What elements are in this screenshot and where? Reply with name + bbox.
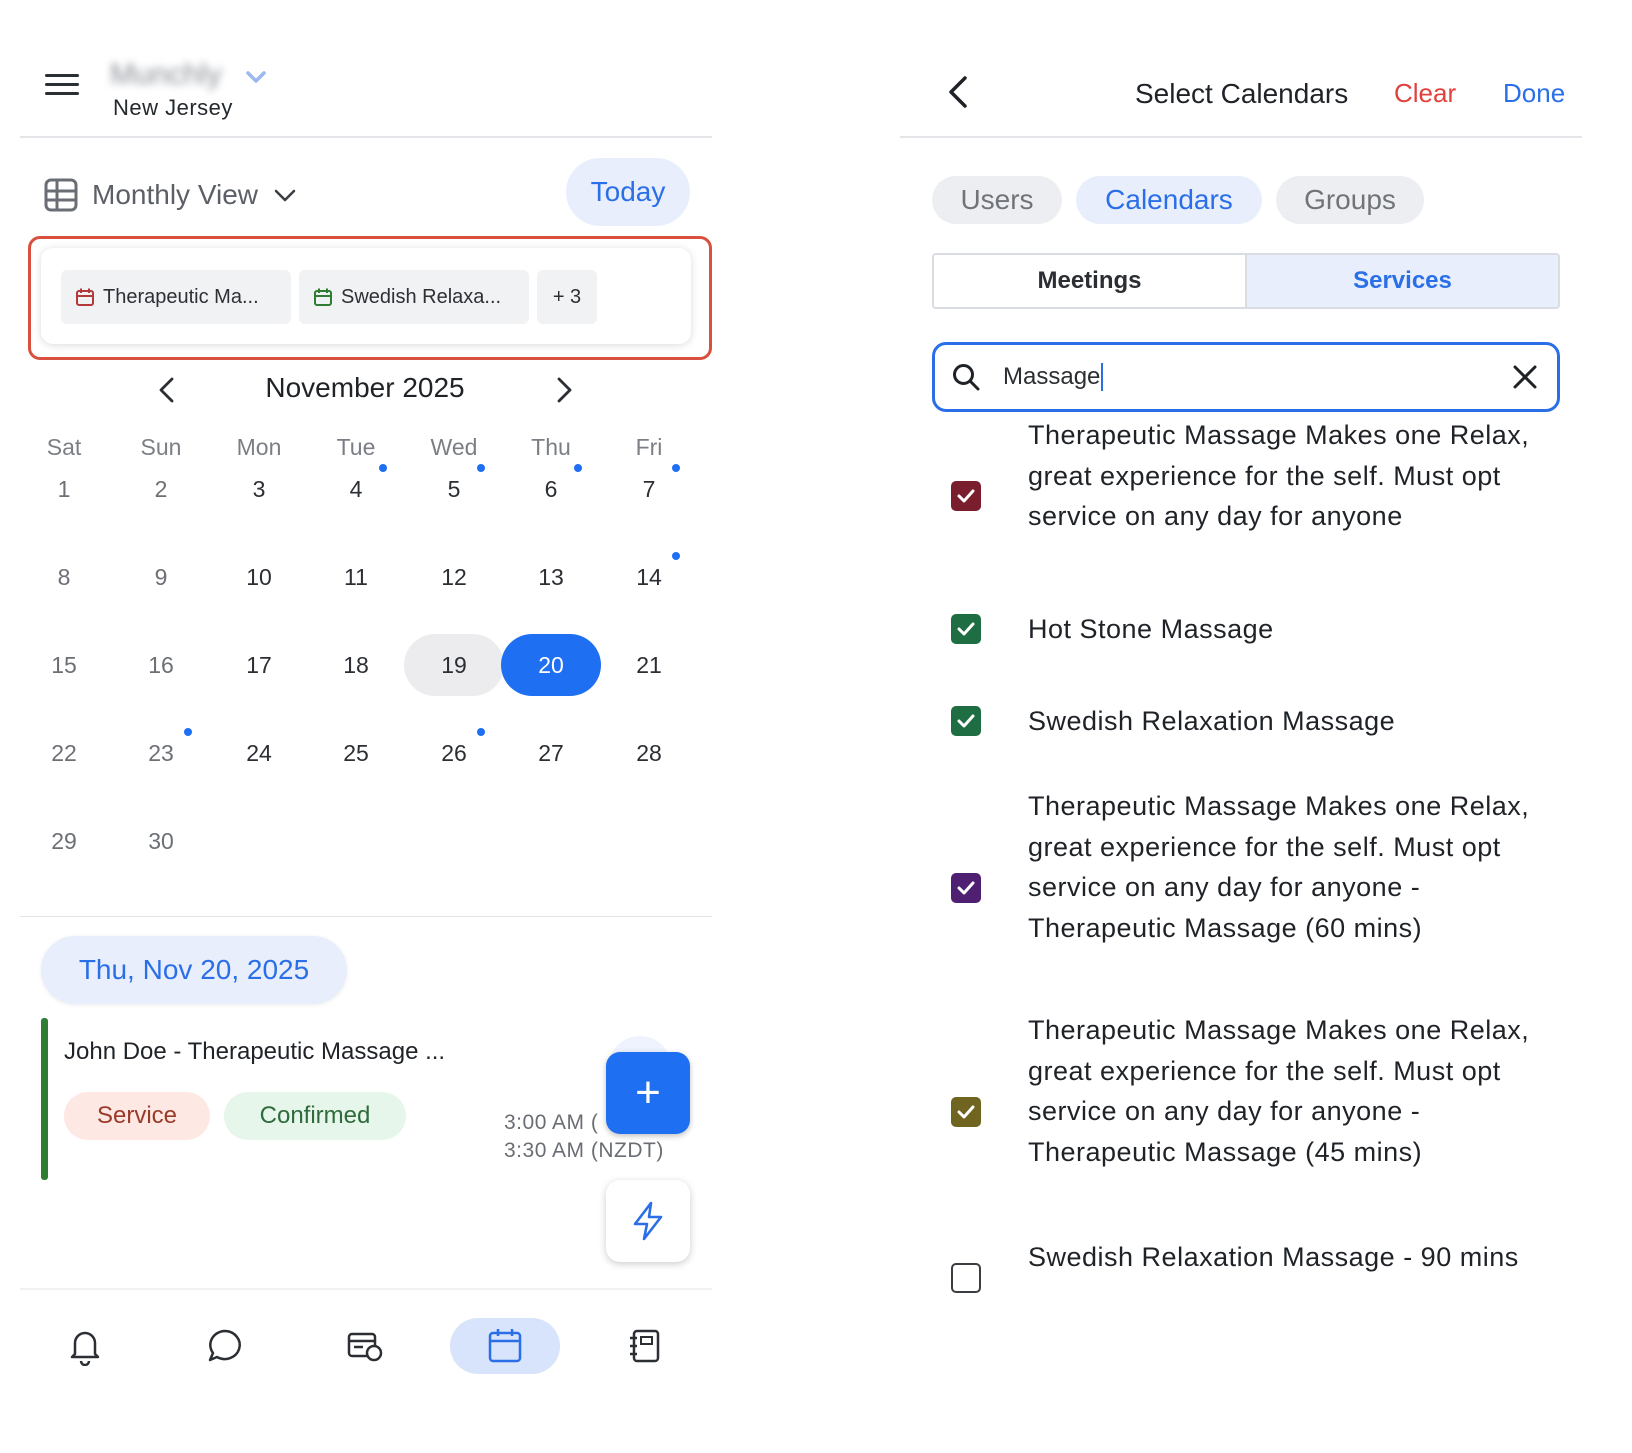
event-dot: [672, 464, 680, 472]
day-24[interactable]: 24: [246, 739, 272, 766]
chip-label: Swedish Relaxa...: [341, 285, 502, 308]
calendar-list-item-label: Therapeutic Massage Makes one Relax, great experience for the self. Must opt service on any day for anyone - Therapeutic Massage (45 mins): [1028, 1015, 1530, 1167]
event-dot: [672, 552, 680, 560]
day-6[interactable]: 6: [544, 475, 558, 502]
calendar-icon: [313, 287, 333, 307]
checkbox[interactable]: [951, 1097, 981, 1127]
calendar-list-item[interactable]: [900, 1010, 1600, 1213]
month-title: November 2025: [265, 372, 465, 403]
menu-icon[interactable]: [45, 74, 79, 98]
tab-meetings[interactable]: Meetings: [934, 255, 1247, 307]
calendar-list-item-label: Therapeutic Massage Makes one Relax, great experience for the self. Must opt service on any day for anyone - Therapeutic Massage (60 mins): [1028, 791, 1530, 943]
day-19[interactable]: 19: [404, 634, 504, 696]
quick-action-button[interactable]: [606, 1180, 690, 1262]
today-button[interactable]: Today: [566, 158, 690, 226]
calendar-list-item[interactable]: [900, 415, 1600, 577]
day-13[interactable]: 13: [538, 563, 564, 590]
segment-groups[interactable]: Groups: [1276, 176, 1424, 224]
view-selector[interactable]: [44, 175, 298, 215]
event-dot: [574, 464, 582, 472]
search-icon: [951, 362, 981, 392]
page-title: Select Calendars: [1135, 78, 1349, 109]
calendar-list-item[interactable]: [900, 609, 1600, 650]
calendar-list-item[interactable]: [900, 701, 1600, 742]
segment-calendars[interactable]: Calendars: [1076, 176, 1262, 224]
day-28[interactable]: 28: [636, 739, 662, 766]
day-1[interactable]: 1: [57, 475, 71, 502]
day-21[interactable]: 21: [636, 651, 662, 678]
day-25[interactable]: 25: [343, 739, 369, 766]
calendar-chip-therapeutic[interactable]: [61, 270, 291, 324]
day-29[interactable]: 29: [51, 827, 77, 854]
calendar-list-item-label: Swedish Relaxation Massage - 90 mins: [1028, 1242, 1519, 1272]
check-icon: [955, 485, 977, 507]
calendar-list-item-label: Hot Stone Massage: [1028, 614, 1274, 644]
day-12[interactable]: 12: [441, 563, 467, 590]
account-name[interactable]: Munchly: [110, 58, 222, 91]
calendar-chip-more[interactable]: + 3: [537, 270, 597, 324]
event-dot: [477, 728, 485, 736]
check-icon: [955, 877, 977, 899]
calendar-type-tabs: [932, 253, 1560, 309]
day-23[interactable]: 23: [148, 739, 174, 766]
day-26[interactable]: 26: [441, 739, 467, 766]
chevron-down-icon: [272, 182, 298, 208]
back-button[interactable]: [940, 72, 976, 112]
account-location: New Jersey: [113, 95, 233, 120]
day-18[interactable]: 18: [343, 651, 369, 678]
header-divider: [900, 136, 1582, 138]
day-7[interactable]: 7: [642, 475, 656, 502]
event-dot: [379, 464, 387, 472]
weekday-fri: Fri: [635, 434, 663, 460]
event-end-time: 3:30 AM (NZDT): [504, 1139, 664, 1162]
search-field[interactable]: [932, 342, 1560, 412]
day-27[interactable]: 27: [538, 739, 564, 766]
tab-contacts[interactable]: [590, 1318, 700, 1374]
prev-month-button[interactable]: [150, 372, 186, 408]
segment-users[interactable]: Users: [932, 176, 1062, 224]
calendar-list-item-label: Swedish Relaxation Massage: [1028, 706, 1396, 736]
next-month-button[interactable]: [545, 372, 581, 408]
day-3[interactable]: 3: [252, 475, 266, 502]
chat-icon: [205, 1326, 245, 1366]
calendar-chip-swedish[interactable]: [299, 270, 529, 324]
tab-notifications[interactable]: [30, 1318, 140, 1374]
day-15[interactable]: 15: [51, 651, 77, 678]
day-5[interactable]: 5: [447, 475, 461, 502]
day-20[interactable]: 20: [501, 634, 601, 696]
day-8[interactable]: 8: [57, 563, 71, 590]
calendar-screen: [0, 0, 720, 1453]
weekday-thu: Thu: [531, 434, 571, 460]
day-22[interactable]: 22: [51, 739, 77, 766]
check-icon: [955, 1101, 977, 1123]
day-14[interactable]: 14: [636, 563, 662, 590]
check-icon: [955, 710, 977, 732]
status-badge: Confirmed: [224, 1092, 406, 1140]
lightning-icon: [629, 1200, 667, 1242]
add-event-button[interactable]: +: [606, 1052, 690, 1134]
view-selector-label: Monthly View: [92, 179, 259, 210]
tabbar-divider: [20, 1288, 712, 1290]
grid-divider: [20, 916, 712, 917]
select-calendars-screen: [900, 0, 1632, 1453]
billing-icon: [345, 1326, 385, 1366]
search-input[interactable]: Massage: [1003, 363, 1103, 391]
event-dot: [477, 464, 485, 472]
service-badge: Service: [64, 1092, 210, 1140]
check-icon: [955, 618, 977, 640]
calendar-list-item-label: Therapeutic Massage Makes one Relax, great experience for the self. Must opt service on any day for anyone: [1028, 420, 1530, 532]
tab-payments[interactable]: [310, 1318, 420, 1374]
tab-messages[interactable]: [170, 1318, 280, 1374]
done-button[interactable]: Done: [1503, 78, 1566, 108]
day-17[interactable]: 17: [246, 651, 272, 678]
checkbox[interactable]: [951, 1263, 981, 1293]
checkbox[interactable]: [951, 873, 981, 903]
weekday-sat: Sat: [46, 434, 82, 460]
event-start-time: 3:00 AM (: [504, 1111, 599, 1134]
header-divider: [20, 136, 712, 138]
close-icon[interactable]: [1509, 361, 1541, 393]
day-16[interactable]: 16: [148, 651, 174, 678]
weekday-sun: Sun: [140, 434, 182, 460]
calendar-list-item[interactable]: [900, 786, 1600, 989]
calendar-icon: [486, 1326, 524, 1366]
day-2[interactable]: 2: [154, 475, 168, 502]
bell-icon: [66, 1326, 104, 1366]
weekday-wed: Wed: [430, 434, 478, 460]
day-11[interactable]: 11: [344, 563, 368, 590]
day-30[interactable]: 30: [148, 827, 174, 854]
calendar-icon: [75, 287, 95, 307]
checkbox[interactable]: [951, 481, 981, 511]
day-10[interactable]: 10: [246, 563, 272, 590]
checkbox[interactable]: [951, 706, 981, 736]
event-color-bar: [41, 1018, 48, 1180]
contacts-icon: [626, 1326, 664, 1366]
day-4[interactable]: 4: [349, 475, 363, 502]
event-title[interactable]: John Doe - Therapeutic Massage ...: [64, 1038, 446, 1065]
event-dot: [184, 728, 192, 736]
weekday-tue: Tue: [336, 434, 376, 460]
selected-date-label: Thu, Nov 20, 2025: [41, 936, 347, 1004]
checkbox[interactable]: [951, 614, 981, 644]
day-9[interactable]: 9: [154, 563, 168, 590]
tab-services[interactable]: Services: [1247, 255, 1558, 307]
grid-icon: [44, 178, 78, 212]
chip-label: Therapeutic Ma...: [103, 285, 259, 308]
clear-button[interactable]: Clear: [1394, 78, 1457, 108]
calendar-list-item[interactable]: [900, 1237, 1600, 1318]
weekday-mon: Mon: [236, 434, 282, 460]
chevron-down-icon[interactable]: [243, 64, 269, 90]
tab-calendar[interactable]: [450, 1318, 560, 1374]
